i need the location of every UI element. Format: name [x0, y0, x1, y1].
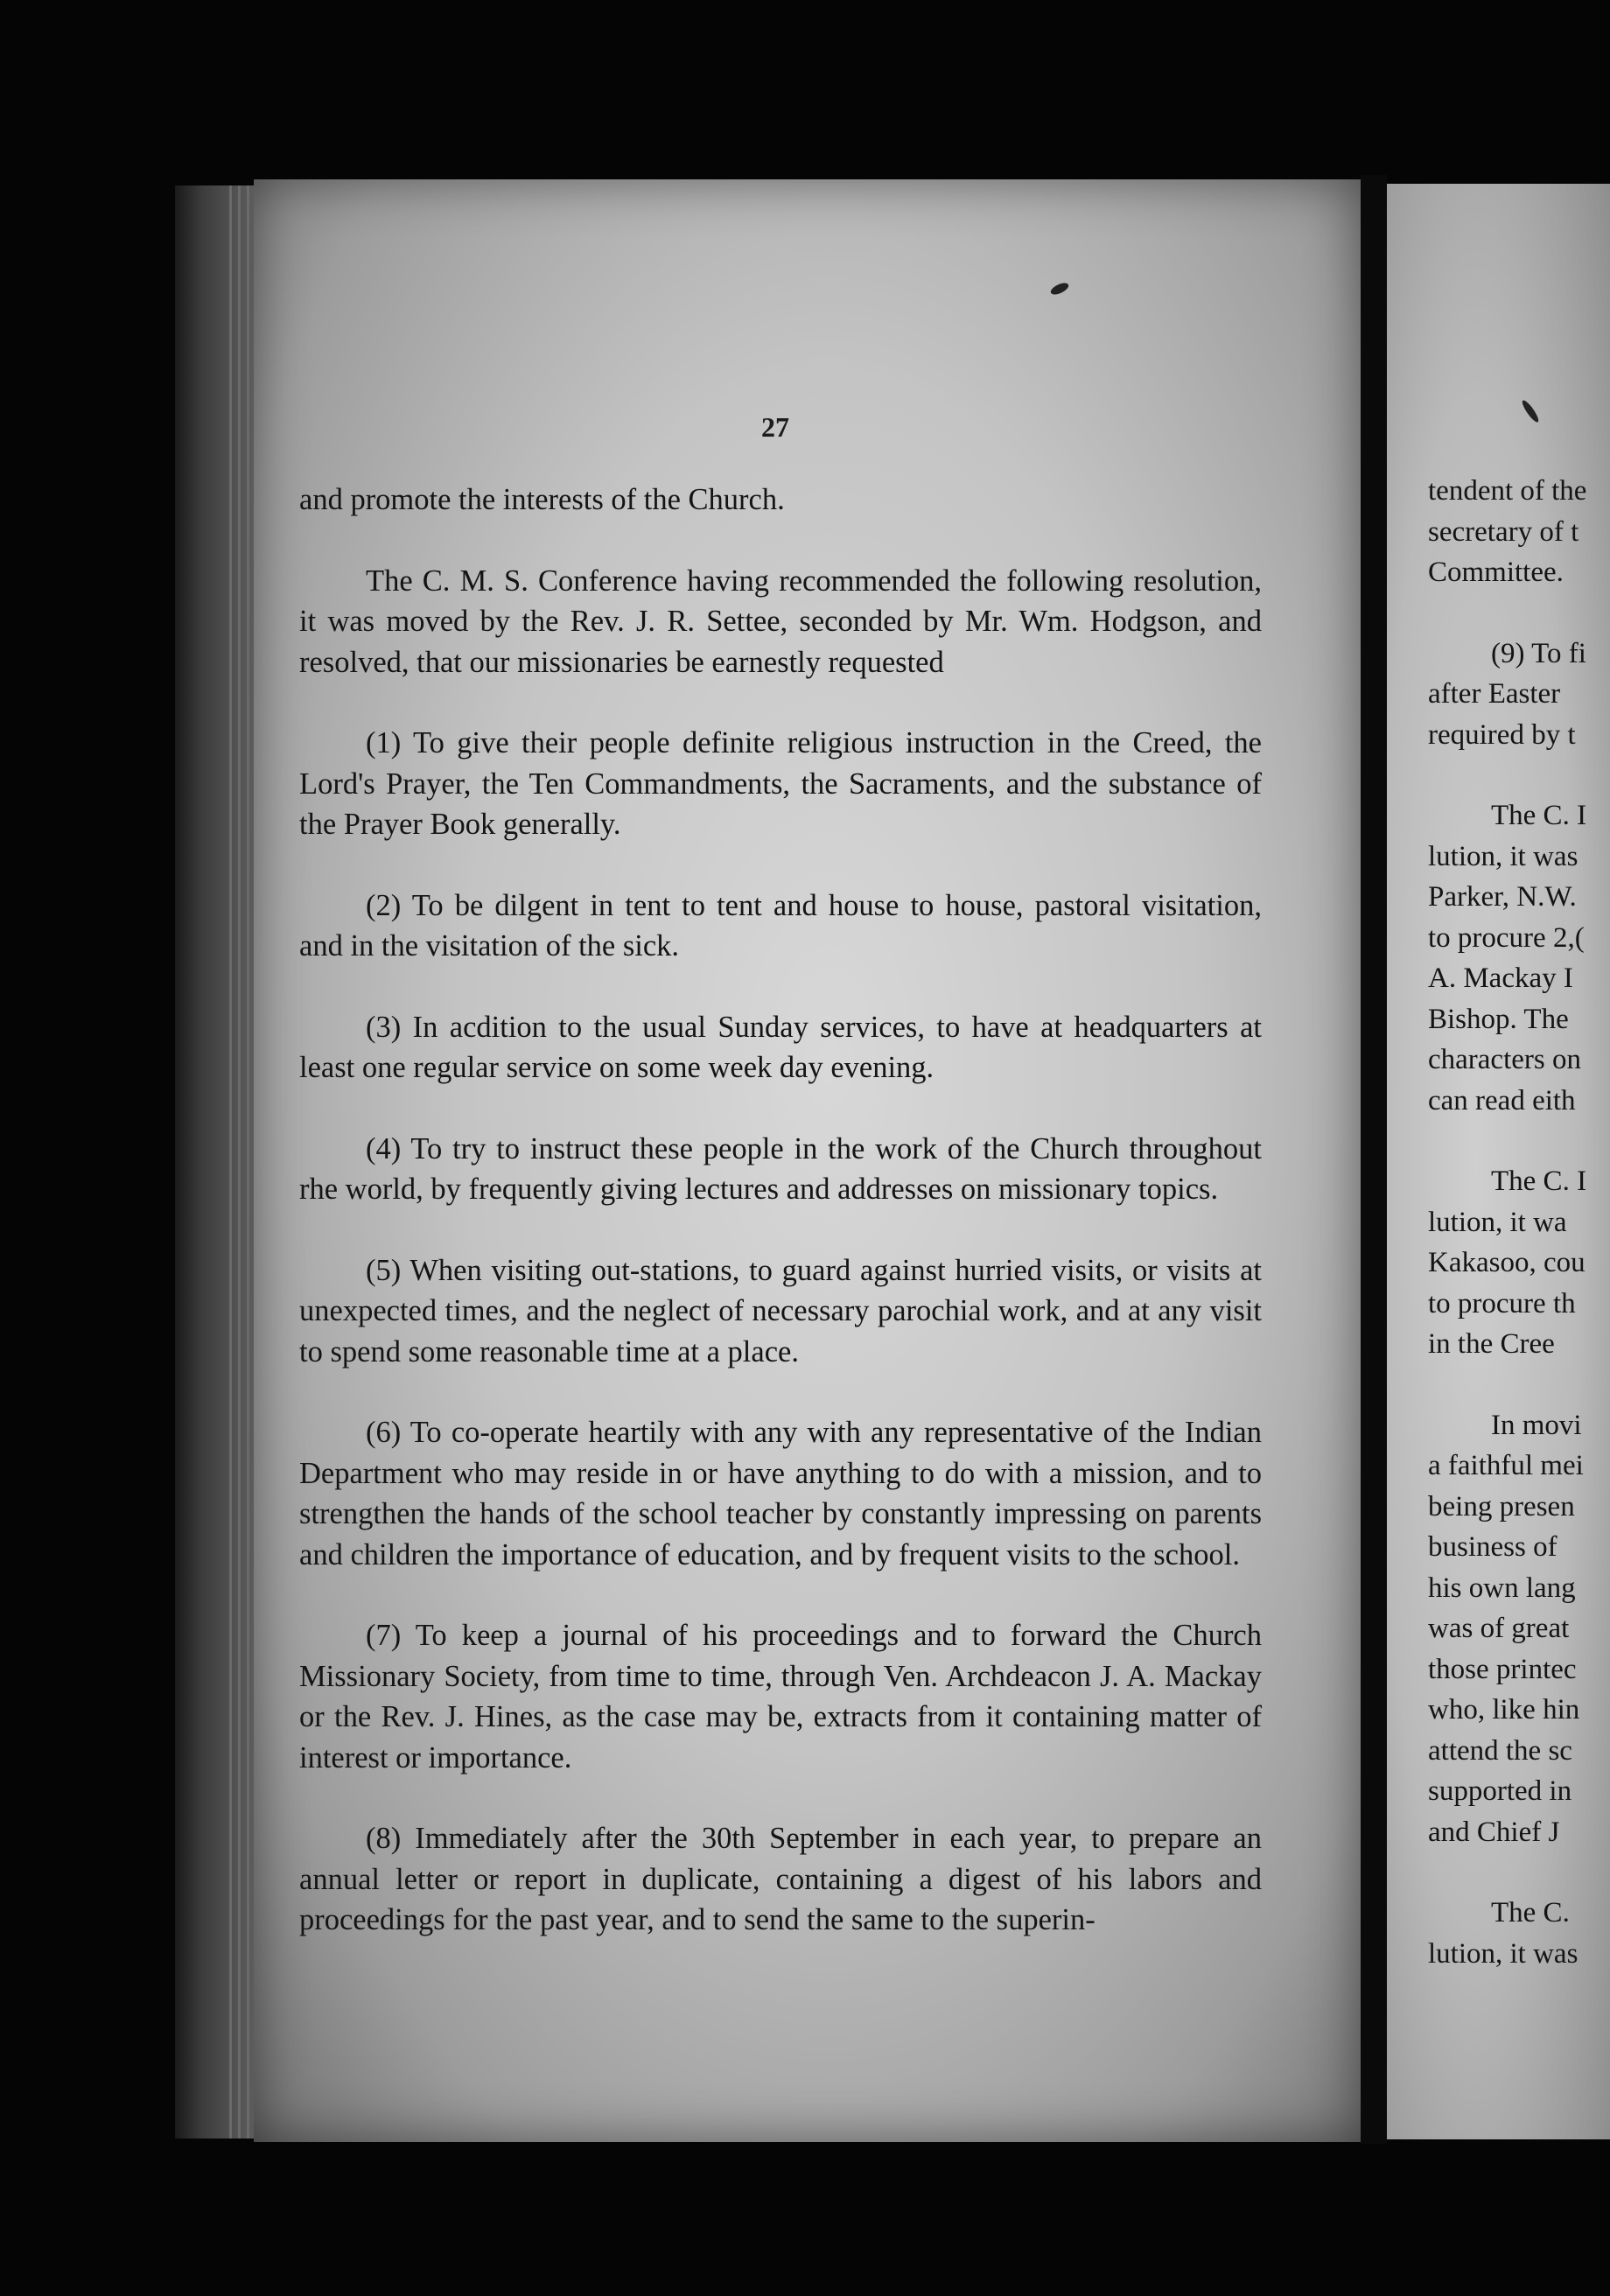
- right-page: [1387, 184, 1610, 2139]
- right-page-paragraph: [1428, 634, 1610, 756]
- right-page-line: (9) To fi: [1491, 637, 1586, 669]
- right-page-line: being presen: [1428, 1490, 1575, 1522]
- right-page-line: characters on: [1428, 1044, 1581, 1075]
- right-page-line: who, like hin: [1428, 1694, 1580, 1726]
- resolution-item-3: (3) In acdition to the usual Sunday services, to have at headquarters at least one regular service on some week day evening.: [299, 1010, 1262, 1084]
- right-page-line: after Easter: [1428, 678, 1561, 710]
- right-page-line: can read eith: [1428, 1084, 1576, 1116]
- right-page-line: was of great: [1428, 1613, 1570, 1644]
- right-page-line: in the Cree: [1428, 1328, 1555, 1360]
- resolution-item-2: (2) To be dilgent in tent to tent and house to house, pastoral visitation, and in the visitation of the sick.: [299, 888, 1262, 962]
- right-page-paragraph: [1428, 1405, 1610, 1853]
- right-page-line: supported in: [1428, 1775, 1572, 1807]
- right-page-line: lution, it was: [1428, 1937, 1578, 1970]
- page-edge-line: [247, 186, 249, 2138]
- page-number: 27: [761, 411, 789, 443]
- right-page-line: In movi: [1491, 1409, 1582, 1441]
- right-page-paragraph: [1428, 1893, 1610, 1974]
- left-page-body: [299, 480, 1262, 1981]
- right-page-line: those printec: [1428, 1653, 1577, 1685]
- right-page-line: to procure 2,(: [1428, 921, 1585, 954]
- right-page-line: tendent of the: [1428, 475, 1587, 507]
- book-gutter: [1361, 175, 1387, 2144]
- resolution-item-8: (8) Immediately after the 30th September in each year, to prepare an annual letter or report in duplicate, containing a digest of his labors and proceedings for the past year, and to send the same to the superin-: [299, 1822, 1262, 1936]
- right-page-line: Committee.: [1428, 556, 1564, 588]
- resolution-intro: The C. M. S. Conference having recommended the following resolution, it was moved by the Rev. J. R. Settee, seconded by Mr. Wm. Hodgson, and resolved, that our missionaries be earnestly requested: [299, 564, 1262, 679]
- right-page-line: lution, it was: [1428, 840, 1578, 872]
- right-page-line: business of: [1428, 1531, 1558, 1563]
- right-page-line: attend the sc: [1428, 1734, 1572, 1767]
- right-page-line: A. Mackay I: [1428, 962, 1573, 994]
- right-page-line: required by t: [1428, 718, 1576, 751]
- right-page-line: a faithful mei: [1428, 1450, 1584, 1481]
- right-page-line: Bishop. The: [1428, 1003, 1569, 1035]
- right-page-line: his own lang: [1428, 1572, 1576, 1604]
- right-page-line: and Chief J: [1428, 1816, 1560, 1848]
- right-page-paragraph: [1428, 471, 1610, 593]
- page-edge-line: [229, 186, 232, 2138]
- right-page-body: [1428, 471, 1610, 2014]
- resolution-item-5: (5) When visiting out-stations, to guard against hurried visits, or visits at unexpected times, and the neglect of necessary parochial work, and at any visit to spend some reasonable time at a place.: [299, 1253, 1262, 1368]
- resolution-item-6: (6) To co-operate heartily with any with any representative of the Indian Department who may reside in or have anything to do with a mission, and to strengthen the hands of the school teacher by constantly impressing on parents and children the importance of education, and by frequent visits to the school.: [299, 1416, 1262, 1572]
- resolution-item-1: (1) To give their people definite religious instruction in the Creed, the Lord's Prayer, the Ten Commandments, the Sacraments, and the substance of the Prayer Book generally.: [299, 726, 1262, 841]
- right-page-line: lution, it wa: [1428, 1206, 1567, 1238]
- resolution-item-7: (7) To keep a journal of his proceedings and to forward the Church Missionary Society, from time to time, through Ven. Archdeacon J. A. Mackay or the Rev. J. Hines, as the case may be, extracts from it containing matter of interest or importance.: [299, 1619, 1262, 1774]
- right-page-paragraph: [1428, 1161, 1610, 1365]
- right-page-line: The C. I: [1491, 1166, 1587, 1197]
- right-page-line: to procure th: [1428, 1287, 1576, 1320]
- page-edge-line: [238, 186, 241, 2138]
- right-page-line: The C.: [1491, 1897, 1570, 1928]
- right-page-line: Kakasoo, cou: [1428, 1247, 1586, 1278]
- right-page-line: The C. I: [1491, 800, 1587, 831]
- right-page-line: Parker, N.W.: [1428, 881, 1577, 913]
- right-page-paragraph: [1428, 795, 1610, 1121]
- resolution-item-4: (4) To try to instruct these people in the work of the Church throughout rhe world, by frequently giving lectures and addresses on missionary topics.: [299, 1131, 1262, 1206]
- right-page-line: secretary of t: [1428, 515, 1579, 548]
- opening-line: and promote the interests of the Church.: [299, 483, 785, 516]
- book-edge: [175, 186, 254, 2138]
